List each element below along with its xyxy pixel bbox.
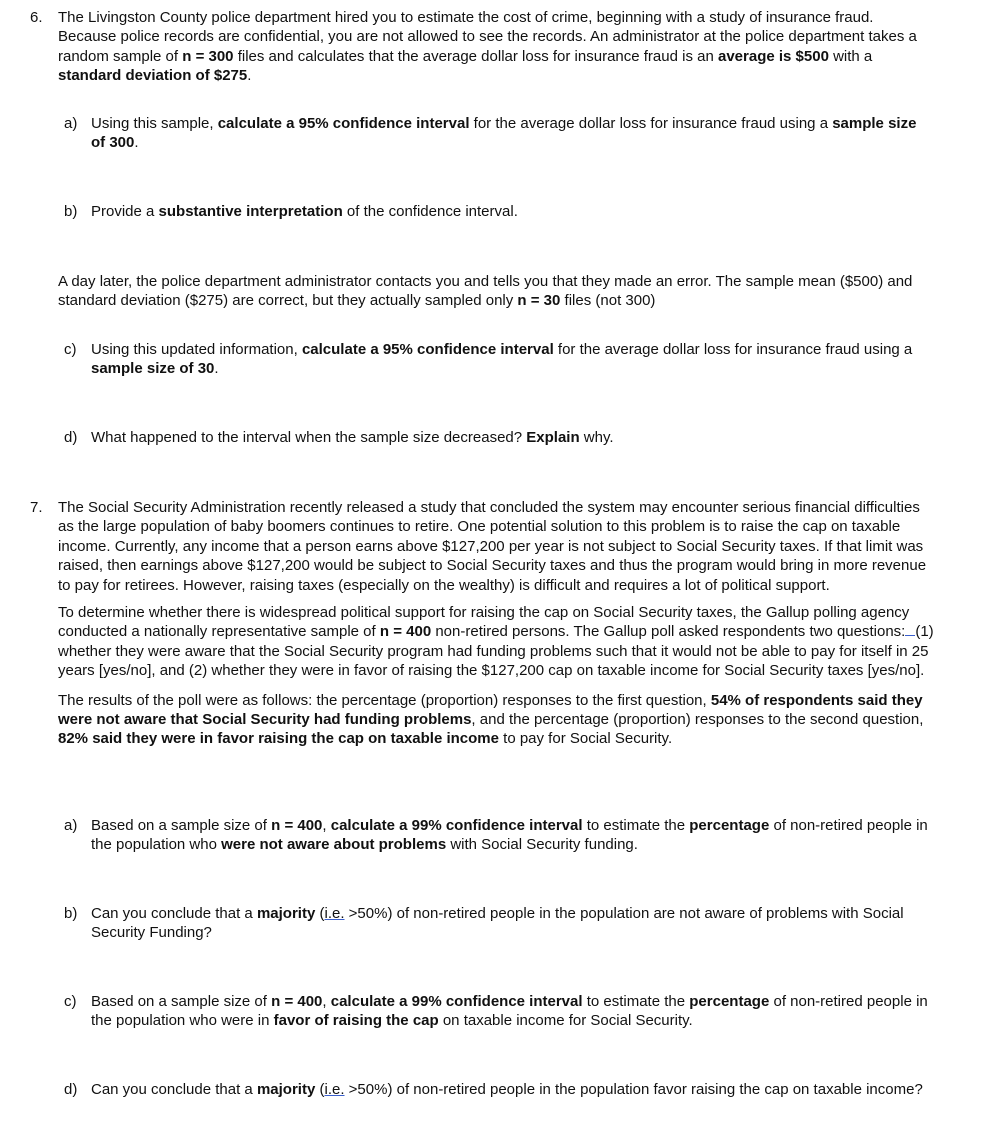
question-7a [64,816,934,855]
question-7-paragraph-3: The results of the poll were as follows: the percentage (proportion) responses to the first question, 54% of respondents said they were not aware that Social Security had funding problems, and the percentage (proportion) responses to the second question, 82% said they were in favor raising the cap on taxable income to pay for Social Security. [58,691,924,748]
subquestion-text: Using this sample, calculate a 95% confidence interval for the average dollar loss for insurance fraud using a sample size of 300. [91,115,917,152]
question-6d [64,428,934,447]
subquestion-label: c) [64,341,77,358]
subquestion-text: Can you conclude that a majority (i.e. >50%) of non-retired people in the population are not aware of problems with Social Security Funding? [91,905,904,942]
subquestion-label: b) [64,203,78,220]
subquestion-label: c) [64,993,77,1010]
subquestion-label: a) [64,817,78,834]
question-6 [30,8,935,86]
subquestion-text: Provide a substantive interpretation of the confidence interval. [91,203,518,220]
update-paragraph: A day later, the police department administrator contacts you and tells you that they made an error. The sample mean ($500) and standard deviation ($275) are correct, but they actually sampled only n = 30 files (not 300) [58,273,913,310]
question-6a [64,114,934,153]
subquestion-text: Based on a sample size of n = 400, calculate a 99% confidence interval to estimate the percentage of non-retired people in the population who were not aware about problems with Social Security funding. [91,817,928,854]
question-6-update [30,272,935,311]
subquestion-text: What happened to the interval when the sample size decreased? Explain why. [91,429,614,446]
question-7-paragraph-2: To determine whether there is widespread political support for raising the cap on Social Security taxes, the Gallup polling agency conducted a nationally representative sample of n = 400 non-retired persons. The Gallup poll asked respondents two questions: (1) whether they were aware that the Social Security program had funding problems such that it would not be able to pay for itself in 25 years [yes/no], and (2) whether they were in favor of raising the $127,200 cap on taxable income for Social Security taxes [yes/no]. [58,604,934,680]
subquestion-text: Using this updated information, calculate a 95% confidence interval for the average dollar loss for insurance fraud using a sample size of 30. [91,341,913,378]
subquestion-label: a) [64,115,78,132]
subquestion-text: Can you conclude that a majority (i.e. >50%) of non-retired people in the population favor raising the cap on taxable income? [91,1081,923,1098]
subquestion-text: Based on a sample size of n = 400, calculate a 99% confidence interval to estimate the percentage of non-retired people in the population who were in favor of raising the cap on taxable income for Social Security. [91,993,928,1030]
subquestion-label: b) [64,905,78,922]
question-6c [64,340,934,379]
question-number: 7. [30,499,43,516]
question-7c [64,992,934,1031]
question-7 [30,498,935,749]
subquestion-label: d) [64,429,78,446]
question-7b [64,904,934,943]
question-7d [64,1080,934,1099]
underline-mark [905,623,915,636]
question-6b [64,202,934,221]
ie-abbreviation: i.e. [324,905,345,922]
subquestion-label: d) [64,1081,78,1098]
question-number: 6. [30,9,43,26]
question-7-paragraph-1: The Social Security Administration recently released a study that concluded the system may encounter serious financial difficulties as the large population of baby boomers continues to retire. One potential solution to this problem is to raise the cap on taxable income. Currently, any income that a person earns above $127,200 per year is not subject to Social Security taxes. If that limit was raised, then earnings above $127,200 would be subject to Social Security taxes and thus the program would bring in more revenue to pay for retirees. However, raising taxes (especially on the wealthy) is difficult and requires a lot of political support. [58,499,927,594]
question-6-intro: The Livingston County police department hired you to estimate the cost of crime, beginning with a study of insurance fraud. Because police records are confidential, you are not allowed to see the records. An administrator at the police department takes a random sample of n = 300 files and calculates that the average dollar loss for insurance fraud is an average is $500 with a standard deviation of $275. [58,9,917,85]
ie-abbreviation: i.e. [324,1081,345,1098]
